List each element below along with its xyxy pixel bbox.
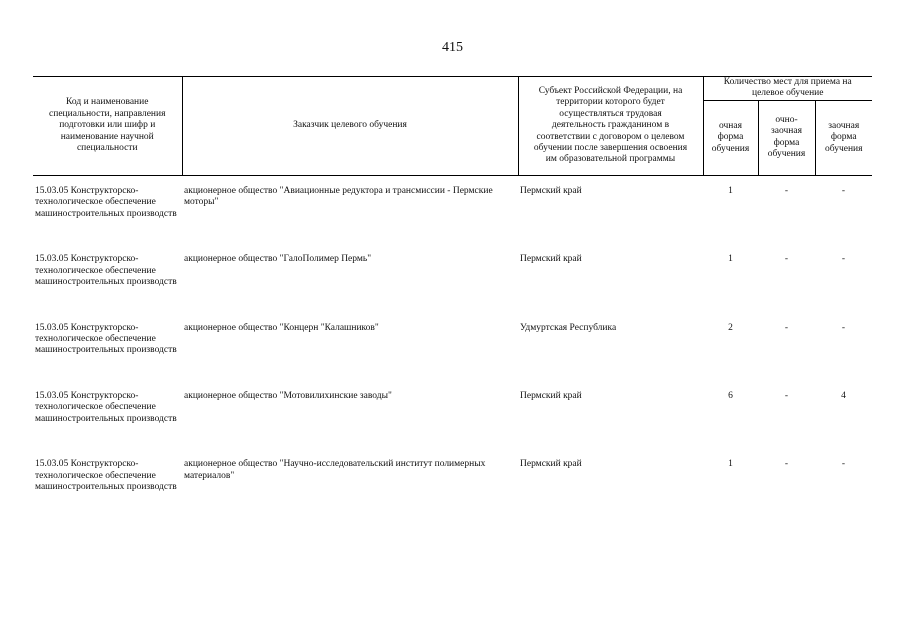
- table-row: [33, 459, 872, 527]
- admission-table: [33, 76, 872, 528]
- header-extramural: заочная форма обучения: [815, 100, 872, 175]
- part-time-cell: -: [784, 322, 789, 333]
- code-cell: 15.03.05 Конструкторско-технологическое обеспечение машиностроительных производств: [35, 390, 177, 424]
- table-header: [33, 77, 872, 176]
- full-time-cell: 2: [728, 322, 733, 333]
- header-part-time: очно-заочная форма обучения: [758, 100, 815, 175]
- table-body: [33, 175, 872, 527]
- page-number: 415: [442, 40, 463, 55]
- code-cell: 15.03.05 Конструкторско-технологическое обеспечение машиностроительных производств: [35, 185, 177, 219]
- extramural-cell: -: [841, 459, 846, 470]
- part-time-cell: -: [784, 185, 789, 196]
- part-time-cell: -: [784, 390, 789, 401]
- extramural-cell: -: [841, 254, 846, 265]
- table-row: [33, 186, 872, 254]
- part-time-cell: -: [784, 459, 789, 470]
- full-time-cell: 1: [728, 459, 733, 470]
- region-cell: Пермский край: [520, 459, 582, 470]
- code-cell: 15.03.05 Конструкторско-технологическое обеспечение машиностроительных производств: [35, 254, 177, 288]
- code-cell: 15.03.05 Конструкторско-технологическое обеспечение машиностроительных производств: [35, 459, 177, 493]
- code-cell: 15.03.05 Конструкторско-технологическое обеспечение машиностроительных производств: [35, 322, 177, 356]
- header-customer: Заказчик целевого обучения: [182, 77, 518, 176]
- full-time-cell: 6: [728, 390, 733, 401]
- customer-cell: акционерное общество "ГалоПолимер Пермь": [184, 254, 372, 265]
- extramural-cell: 4: [841, 390, 846, 401]
- full-time-cell: 1: [728, 185, 733, 196]
- full-time-cell: 1: [728, 254, 733, 265]
- part-time-cell: -: [784, 254, 789, 265]
- table-row: [33, 254, 872, 322]
- header-code: Код и наименование специальности, направления подготовки или шифр и наименование научной специальности: [33, 77, 182, 176]
- header-region: Субъект Российской Федерации, на территории которого будет осуществляться трудовая деятельность гражданином в соответствии с договором о целевом обучении после завершения освоения им образовательной программы: [518, 77, 703, 176]
- customer-cell: акционерное общество "Концерн "Калашников": [184, 322, 379, 333]
- table-row: [33, 391, 872, 459]
- extramural-cell: -: [841, 322, 846, 333]
- header-full-time: очная форма обучения: [703, 100, 758, 175]
- region-cell: Удмуртская Республика: [520, 322, 617, 333]
- customer-cell: акционерное общество "Научно-исследовательский институт полимерных материалов": [184, 459, 486, 481]
- header-places: Количество мест для приема на целевое обучение: [703, 77, 872, 101]
- region-cell: Пермский край: [520, 185, 582, 196]
- extramural-cell: -: [841, 185, 846, 196]
- table-row: [33, 323, 872, 391]
- customer-cell: акционерное общество "Авиационные редуктора и трансмиссии - Пермские моторы": [184, 185, 493, 208]
- region-cell: Пермский край: [520, 254, 582, 265]
- region-cell: Пермский край: [520, 390, 582, 401]
- customer-cell: акционерное общество "Мотовилихинские заводы": [184, 390, 392, 401]
